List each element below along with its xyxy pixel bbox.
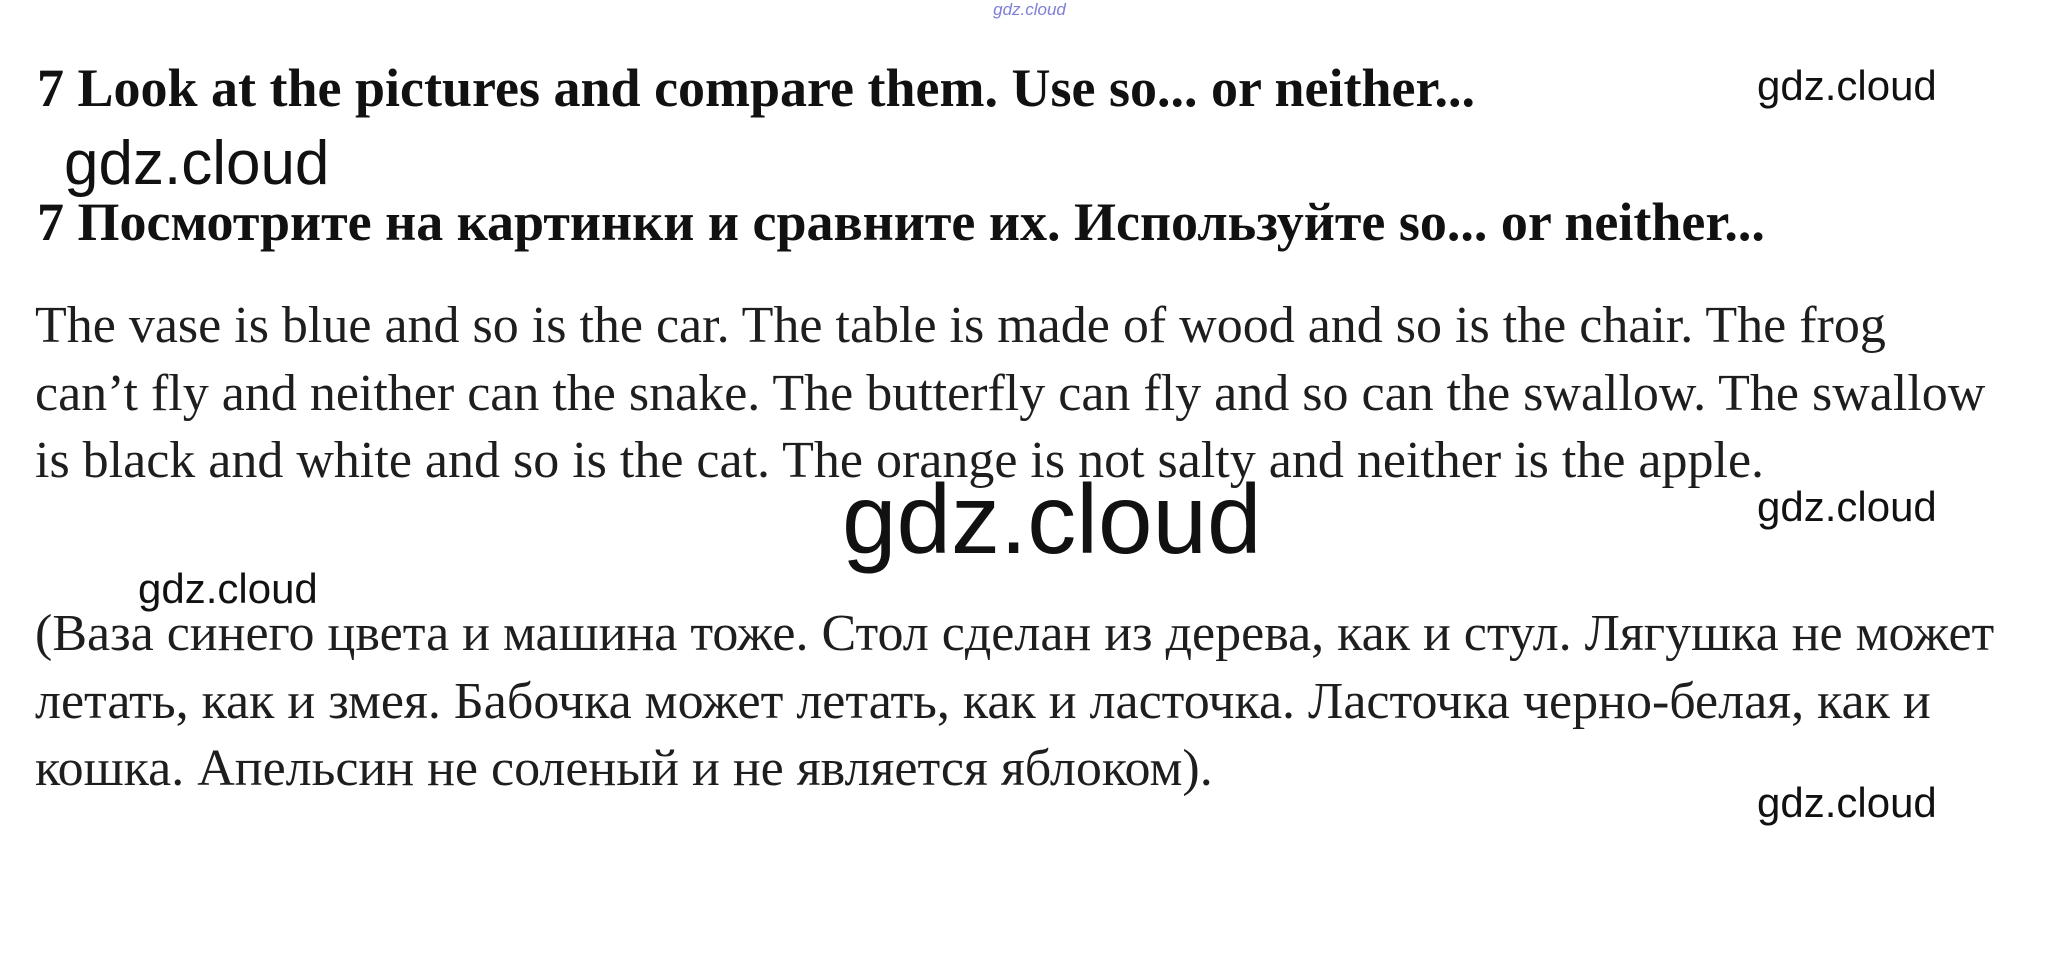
answer-text-ru: (Ваза синего цвета и машина тоже. Стол сделан из дерева, как и стул. Лягушка не может летать, как и змея. Бабочка может летать, как и ласточка. Ласточка черно-белая, как и кошка. Апельсин не соленый и не является яблоком). <box>35 605 1995 797</box>
watermark: gdz.cloud <box>1757 62 1937 109</box>
top-watermark: gdz.cloud <box>993 0 1066 19</box>
watermark: gdz.cloud <box>1757 483 1937 530</box>
answer-text-en: The vase is blue and so is the car. The table is made of wood and so is the chair. The frog can’t fly and neither can the snake. The butterfly can fly and so can the swallow. The swallow is black and white and so is the cat. The orange is not salty and neither is the apple. <box>35 297 1986 489</box>
exercise-title-ru: 7 Посмотрите на картинки и сравните их. Используйте so... or neither... <box>37 192 1765 252</box>
watermark: gdz.cloud <box>64 129 330 198</box>
watermark: gdz.cloud <box>1757 779 1937 826</box>
watermark: gdz.cloud <box>842 464 1262 574</box>
exercise-title-en: 7 Look at the pictures and compare them. Use so... or neither... <box>37 58 1475 118</box>
watermark: gdz.cloud <box>138 565 318 612</box>
